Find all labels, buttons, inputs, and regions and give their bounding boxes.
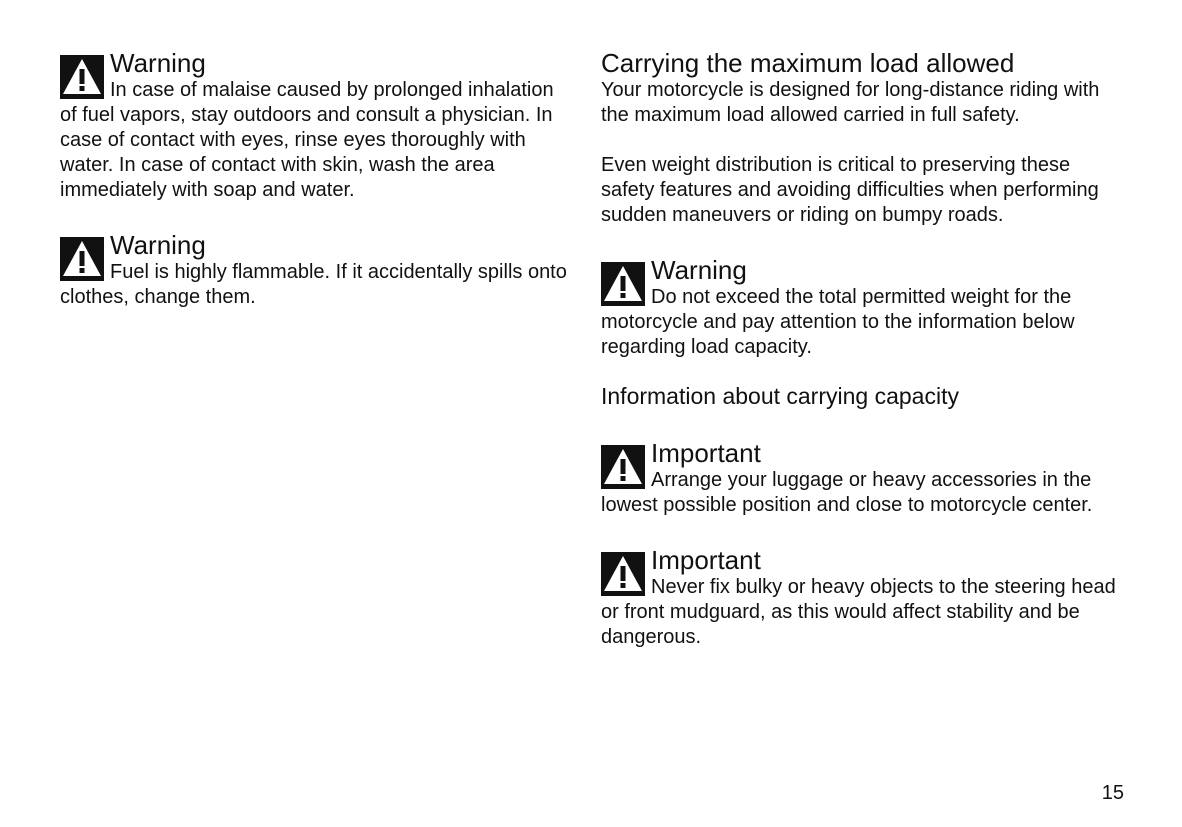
warning-triangle-icon xyxy=(601,262,645,306)
important-text: Never fix bulky or heavy objects to the steering head or front mudguard, as this would affect stability and be dangerous. xyxy=(601,576,1116,648)
warning-text: In case of malaise caused by prolonged inhalation of fuel vapors, stay outdoors and consult a physician. In case of contact with eyes, rinse eyes thoroughly with water. In case of contact with skin, wash the area immediately with soap and water. xyxy=(60,79,554,201)
carrying-capacity-subheading: Information about carrying capacity xyxy=(601,383,959,409)
page-number: 15 xyxy=(1101,782,1124,804)
warning-text: Fuel is highly flammable. If it accidentally spills onto clothes, change them. xyxy=(60,261,567,308)
important-notice xyxy=(601,438,1126,518)
warning-title: Warning xyxy=(110,48,206,78)
important-notice xyxy=(601,545,1126,650)
warning-notice xyxy=(60,230,575,310)
warning-title: Warning xyxy=(110,230,206,260)
warning-text: Do not exceed the total permitted weight for the motorcycle and pay attention to the information below regarding load capacity. xyxy=(601,286,1075,358)
warning-notice xyxy=(60,48,575,203)
warning-triangle-icon xyxy=(601,445,645,489)
weight-distribution-paragraph: Even weight distribution is critical to preserving these safety features and avoiding difficulties when performing sudden maneuvers or riding on bumpy roads. xyxy=(601,154,1099,226)
warning-triangle-icon xyxy=(60,237,104,281)
warning-triangle-icon xyxy=(601,552,645,596)
important-title: Important xyxy=(651,545,761,575)
warning-triangle-icon xyxy=(60,55,104,99)
important-title: Important xyxy=(651,438,761,468)
left-column xyxy=(60,48,575,310)
right-column xyxy=(601,48,1126,650)
warning-notice xyxy=(601,255,1126,360)
warning-title: Warning xyxy=(651,255,747,285)
important-text: Arrange your luggage or heavy accessories in the lowest possible position and close to motorcycle center. xyxy=(601,469,1093,516)
intro-paragraph: Your motorcycle is designed for long-distance riding with the maximum load allowed carried in full safety. xyxy=(601,79,1100,126)
section-title: Carrying the maximum load allowed xyxy=(601,48,1015,78)
